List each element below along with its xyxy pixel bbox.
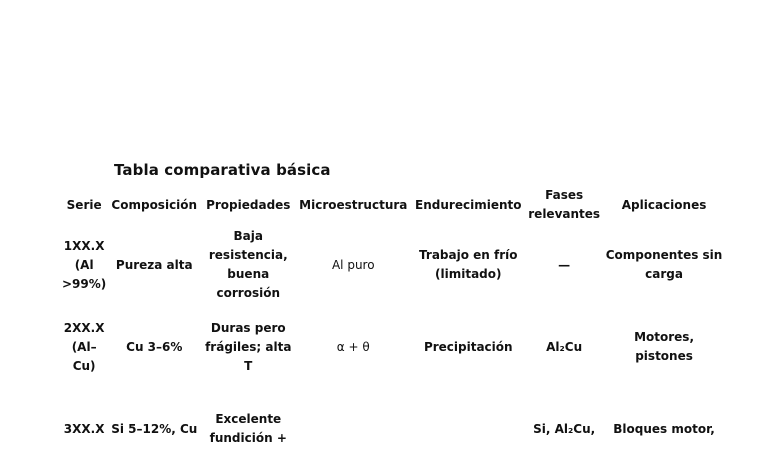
- cell-aplicaciones: Motores, pistones: [634, 330, 695, 363]
- header-endurecimiento: Endurecimiento: [415, 197, 522, 212]
- cell-propiedades: Duras pero frágiles; alta T: [205, 320, 292, 373]
- header-aplicaciones: Aplicaciones: [621, 197, 707, 212]
- cell-composicion: Pureza alta: [115, 257, 193, 272]
- cell-aplicaciones: Componentes sin carga: [605, 248, 723, 281]
- cell-serie: 2XX.X (Al–Cu): [63, 320, 105, 373]
- comparison-table: [60, 186, 726, 470]
- table-row: [60, 388, 726, 470]
- cell-microestructura: α + θ: [336, 339, 370, 354]
- table-header-row: [60, 186, 726, 224]
- cell-serie: 1XX.X (Al >99%): [62, 238, 107, 291]
- header-serie: Serie: [66, 197, 102, 212]
- cell-fases: Si, Al₂Cu,: [533, 421, 596, 436]
- table-row: [60, 224, 726, 306]
- cell-composicion: Cu 3–6%: [126, 339, 183, 354]
- cell-fases: —: [558, 257, 571, 272]
- table-caption: Tabla comparativa básica: [114, 161, 331, 179]
- header-composicion: Composición: [111, 197, 198, 212]
- cell-propiedades: Excelente fundición +: [209, 412, 287, 445]
- header-fases: Fases relevantes: [528, 188, 601, 221]
- cell-serie: 3XX.X: [63, 421, 105, 436]
- cell-endurecimiento: Trabajo en frío (limitado): [419, 248, 518, 281]
- cell-composicion: Si 5–12%, Cu: [111, 421, 198, 436]
- cell-endurecimiento: [410, 388, 526, 470]
- header-microestructura: Microestructura: [299, 197, 408, 212]
- cell-aplicaciones: Bloques motor,: [613, 421, 715, 436]
- cell-endurecimiento: Precipitación: [423, 339, 513, 354]
- cell-microestructura: [296, 388, 410, 470]
- header-propiedades: Propiedades: [206, 197, 291, 212]
- cell-propiedades: Baja resistencia, buena corrosión: [208, 229, 288, 300]
- cell-fases: Al₂Cu: [546, 339, 583, 354]
- cell-microestructura: Al puro: [331, 257, 375, 272]
- table-row: [60, 306, 726, 388]
